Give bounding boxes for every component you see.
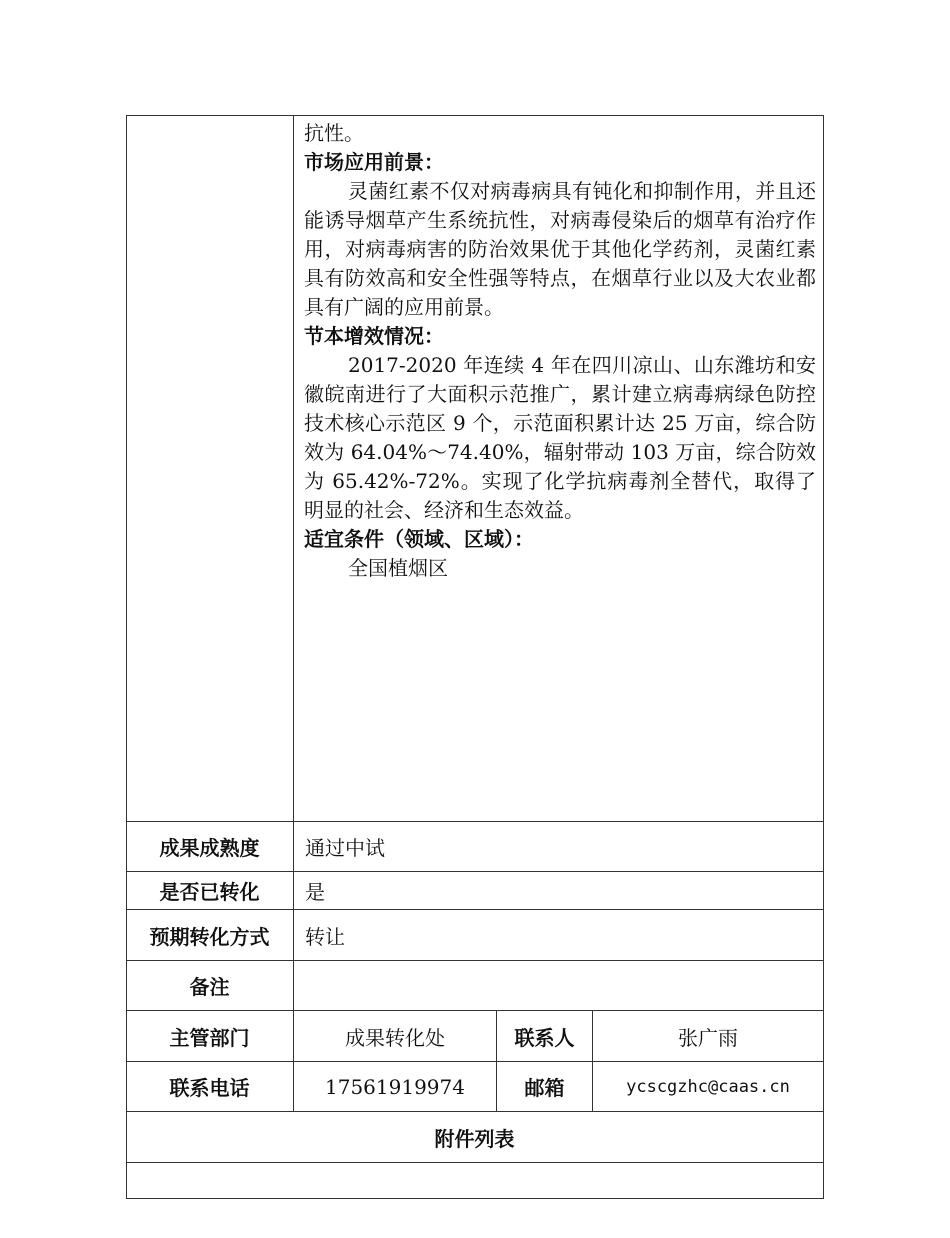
info-table bbox=[126, 115, 824, 1199]
email-value: ycscgzhc@caas.cn bbox=[626, 1076, 790, 1097]
transformed-value: 是 bbox=[305, 880, 325, 904]
phone-label: 联系电话 bbox=[169, 1076, 250, 1100]
effect-text: 2017-2020 年连续 4 年在四川凉山、山东潍坊和安徽皖南进行了大面积示范推广，累计建立病毒病绿色防控技术核心示范区 9 个，示范面积累计达 25 万亩，综合防效为 64.04%～74.40%，辐射带动 103 万亩，综合防效为 65.42%-72%。实现了化学抗病毒剂全替代，取得了明显的社会、经济和生态效益。 bbox=[304, 353, 816, 522]
continued-text: 抗性。 bbox=[304, 121, 364, 145]
email-label: 邮箱 bbox=[524, 1076, 565, 1100]
mode-value: 转让 bbox=[305, 924, 345, 949]
market-text: 灵菌红素不仅对病毒病具有钝化和抑制作用，并且还能诱导烟草产生系统抗性，对病毒侵染后的烟草有治疗作用，对病毒病害的防治效果优于其他化学药剂，灵菌红素具有防效高和安全性强等特点，在烟草行业以及大农业都具有广阔的应用前景。 bbox=[304, 179, 816, 319]
condition-heading: 适宜条件（领域、区域）： bbox=[304, 527, 534, 551]
market-heading: 市场应用前景： bbox=[304, 150, 444, 174]
maturity-label: 成果成熟度 bbox=[159, 836, 260, 860]
description-cell bbox=[293, 115, 824, 821]
dept-value: 成果转化处 bbox=[345, 1025, 445, 1050]
dept-label: 主管部门 bbox=[169, 1025, 250, 1050]
contact-value: 张广雨 bbox=[678, 1025, 738, 1050]
mode-label: 预期转化方式 bbox=[149, 924, 270, 949]
table-border-bottom bbox=[126, 1198, 824, 1199]
transformed-label: 是否已转化 bbox=[159, 880, 260, 904]
contact-label: 联系人 bbox=[514, 1025, 575, 1050]
attachments-value bbox=[126, 1163, 823, 1198]
attachments-label: 附件列表 bbox=[434, 1126, 515, 1151]
maturity-value: 通过中试 bbox=[305, 836, 385, 860]
condition-text: 全国植烟区 bbox=[348, 556, 448, 580]
remark-label: 备注 bbox=[189, 975, 230, 999]
effect-heading: 节本增效情况： bbox=[304, 324, 444, 348]
remark-value bbox=[294, 961, 823, 1010]
phone-value: 17561919974 bbox=[325, 1074, 465, 1099]
